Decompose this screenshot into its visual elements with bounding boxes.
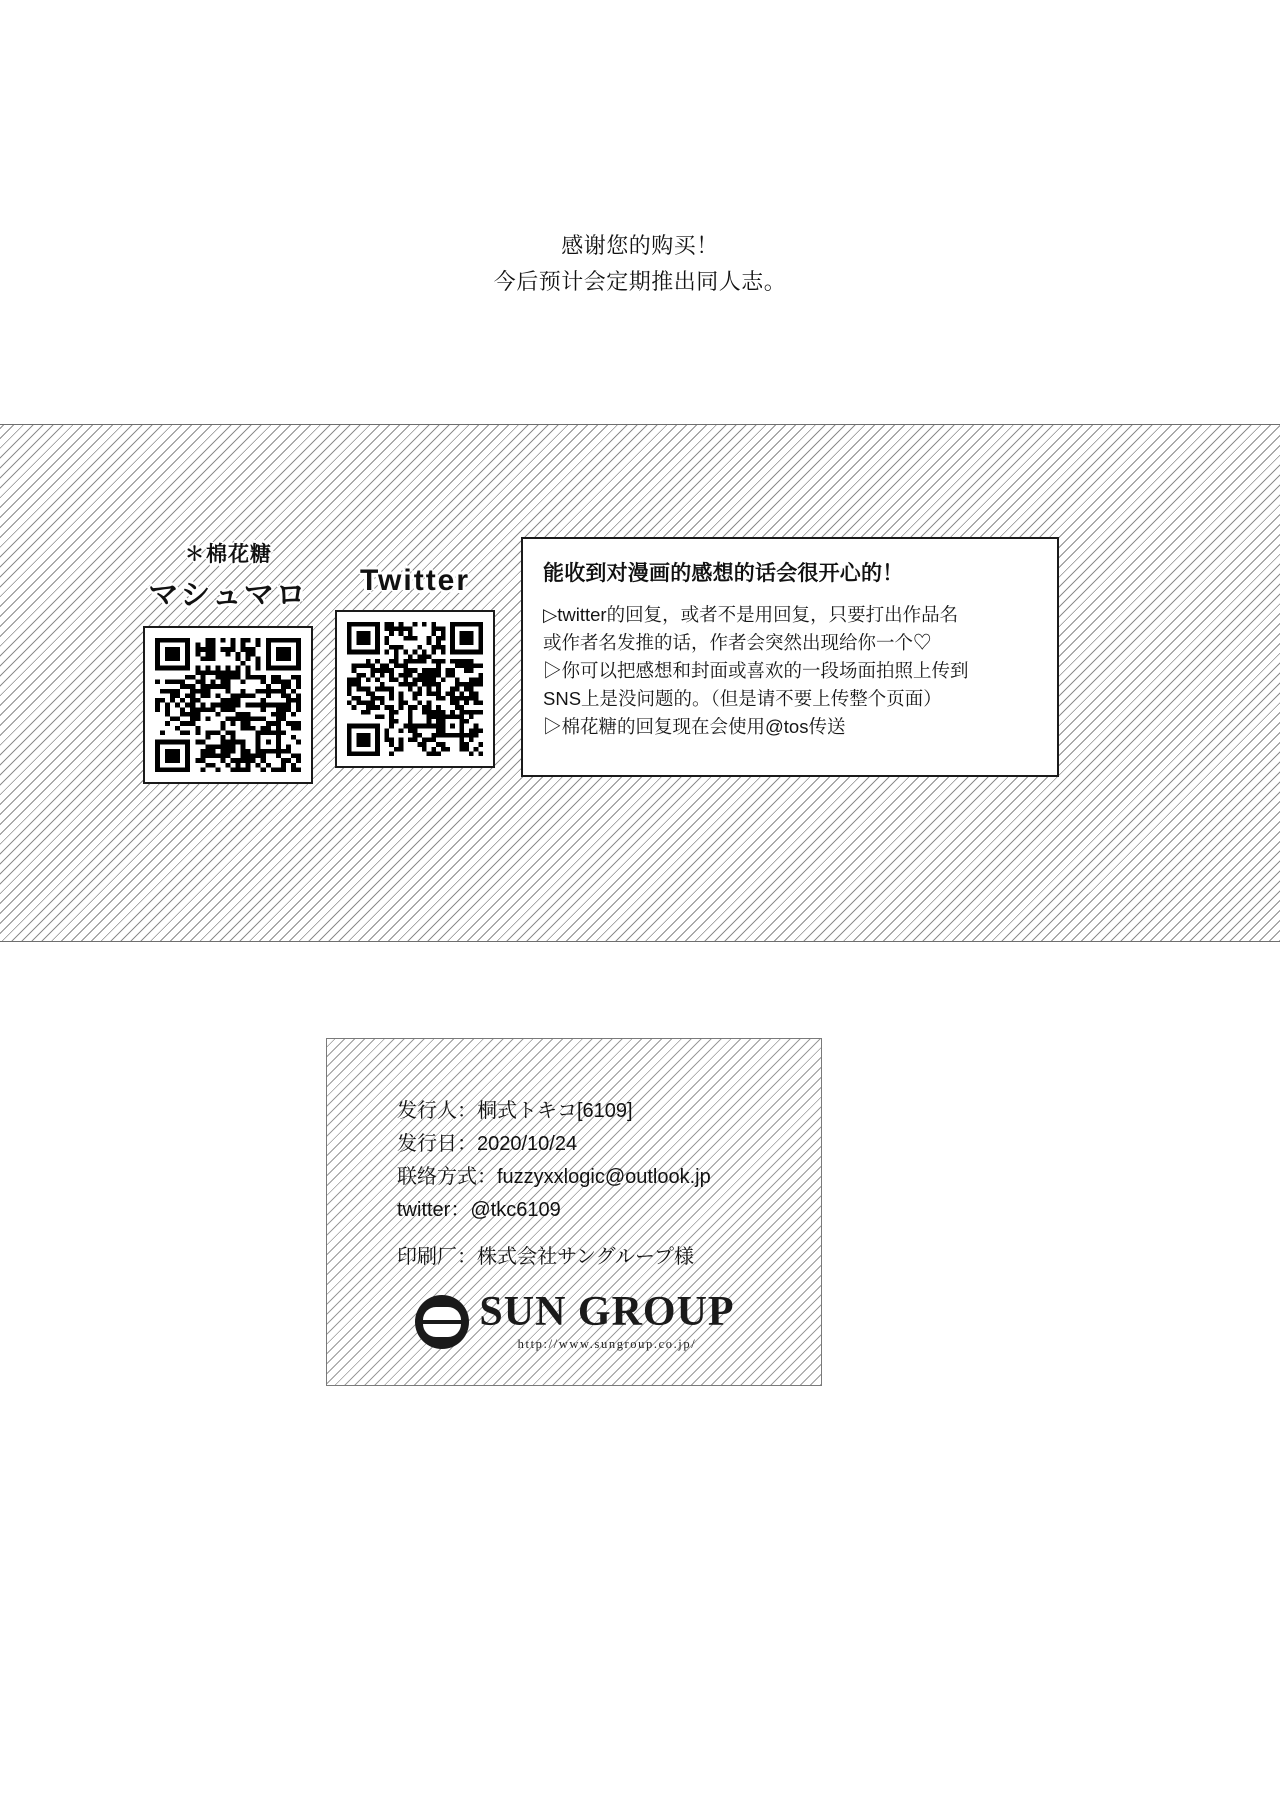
- feedback-line-5: ▷棉花糖的回复现在会使用@tos传送: [543, 716, 846, 738]
- twitter-handle: @tkc6109: [470, 1199, 561, 1221]
- marshmallow-qr-code[interactable]: [143, 626, 313, 784]
- feedback-message-panel: [521, 537, 1059, 777]
- feedback-line-4: SNS上是没问题的。（但是请不要上传整个页面）: [543, 688, 942, 710]
- thank-you-line-1: 感谢您的购买！: [561, 233, 719, 258]
- marshmallow-title-jp: マシュマロ: [148, 579, 308, 612]
- feedback-line-2: 或作者名发推的话，作者会突然出现给你一个♡: [543, 632, 932, 654]
- colophon-details: [397, 1095, 711, 1274]
- twitter-qr-image: [347, 622, 483, 756]
- sungroup-logo-inner: [415, 1291, 734, 1352]
- twitter-title: Twitter: [359, 564, 471, 597]
- publisher-label: 发行人：: [397, 1100, 477, 1122]
- feedback-line-1: ▷twitter的回复，或者不是用回复，只要打出作品名: [543, 604, 959, 625]
- sungroup-url: http://www.sungroup.co.jp/: [517, 1337, 697, 1351]
- twitter-qr-code[interactable]: [335, 610, 495, 768]
- feedback-line-3: ▷你可以把感想和封面或喜欢的一段场面拍照上传到: [543, 660, 969, 682]
- twitter-row: [397, 1194, 711, 1227]
- date-label: 发行日：: [397, 1133, 477, 1155]
- publisher-value: 桐式トキコ[6109]: [477, 1100, 633, 1122]
- date-value: 2020/10/24: [477, 1133, 578, 1155]
- sungroup-logo: [327, 1291, 823, 1352]
- marshmallow-qr-group: [136, 538, 320, 784]
- publisher-row: [397, 1095, 711, 1128]
- marshmallow-qr-image: [155, 638, 301, 772]
- sungroup-logo-text-col: [479, 1291, 734, 1352]
- thank-you-line-2: 今后预计会定期推出同人志。: [493, 268, 787, 294]
- date-row: [397, 1128, 711, 1161]
- printer-value: 株式会社サングループ様: [477, 1246, 694, 1268]
- feedback-heading: 能收到对漫画的感想的话会很开心的！: [543, 562, 904, 585]
- feedback-body: [543, 601, 1037, 742]
- thank-you-block: [0, 228, 1280, 299]
- contact-value: fuzzyxxlogic@outlook.jp: [497, 1166, 711, 1188]
- twitter-title-spacer: [331, 538, 499, 562]
- colophon-spacer: [397, 1227, 711, 1241]
- contact-label: 联络方式：: [397, 1166, 497, 1188]
- contact-row: [397, 1161, 711, 1194]
- marshmallow-title-cn: ✽棉花糖: [184, 543, 272, 566]
- twitter-qr-group: [331, 538, 499, 768]
- sun-logo-icon: [415, 1295, 469, 1349]
- colophon-box: [326, 1038, 822, 1386]
- printer-row: [397, 1241, 711, 1274]
- twitter-label: twitter：: [397, 1199, 471, 1221]
- sungroup-wordmark: SUN GROUP: [479, 1289, 735, 1335]
- printer-label: 印刷厂：: [397, 1246, 477, 1268]
